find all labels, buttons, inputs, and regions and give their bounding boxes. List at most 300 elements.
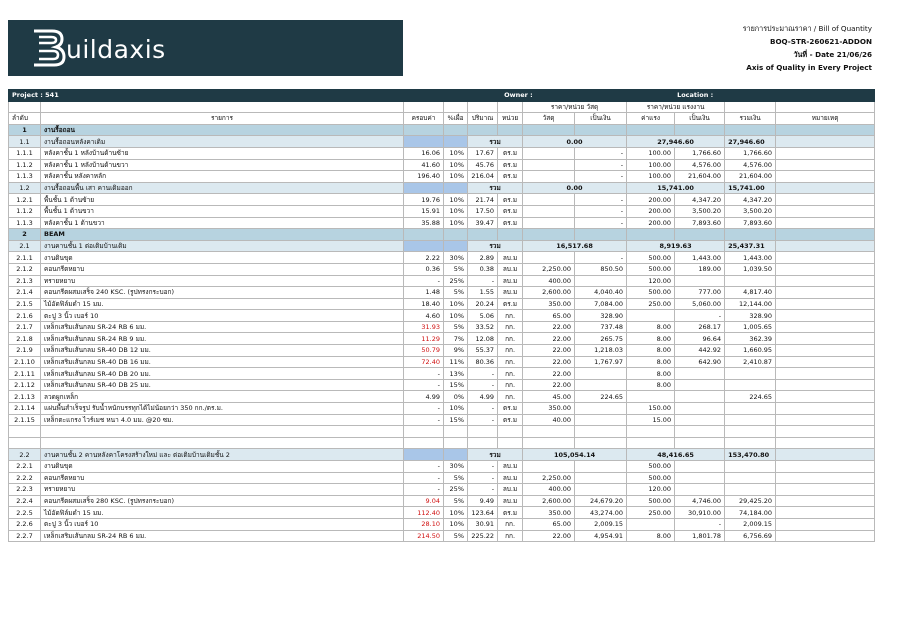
row-item: งานดินขุด bbox=[41, 252, 404, 264]
row-mat-total bbox=[575, 414, 627, 426]
row-number: 2.1.3 bbox=[9, 275, 41, 287]
row-note bbox=[776, 321, 875, 333]
labor-group-header: ราคา/หน่วย แรงงาน bbox=[627, 101, 725, 113]
item-row bbox=[9, 379, 875, 391]
row-mat-unit bbox=[523, 205, 575, 217]
row-total: 6,756.69 bbox=[725, 530, 776, 542]
col-mat-total: เป็นเงิน bbox=[575, 113, 627, 125]
row-qty: 20.24 bbox=[468, 298, 498, 310]
row-item: เหล็กเสริมเส้นกลม SR-24 RB 6 มม. bbox=[41, 530, 404, 542]
item-row bbox=[9, 518, 875, 530]
row-mat-total: - bbox=[575, 159, 627, 171]
row-mat-total bbox=[575, 368, 627, 380]
col-lab-total: เป็นเงิน bbox=[675, 113, 725, 125]
brand-logo-banner bbox=[8, 20, 403, 76]
row-lab-unit: 500.00 bbox=[627, 495, 675, 507]
row-item: หลังคาชั้น หลังคาหลัก bbox=[41, 171, 404, 183]
row-qty: - bbox=[468, 461, 498, 473]
row-mat-total: 328.90 bbox=[575, 310, 627, 322]
row-total: 3,500.20 bbox=[725, 205, 776, 217]
row-note bbox=[776, 194, 875, 206]
row-mat-total: - bbox=[575, 217, 627, 229]
row-length: 72.40 bbox=[404, 356, 444, 368]
row-unit: ตร.ม bbox=[498, 159, 523, 171]
item-row bbox=[9, 472, 875, 484]
row-material-sum: 16,517.68 bbox=[523, 240, 627, 252]
document-header bbox=[743, 22, 872, 74]
row-number: 2.2.5 bbox=[9, 507, 41, 519]
row-sum-label: รวม bbox=[468, 449, 523, 461]
row-mat-total: - bbox=[575, 147, 627, 159]
row-note bbox=[776, 252, 875, 264]
row-waste: 15% bbox=[444, 379, 468, 391]
row-mat-unit: 65.00 bbox=[523, 518, 575, 530]
row-sum-label: รวม bbox=[468, 136, 523, 148]
row-labor-sum: 27,946.60 bbox=[627, 136, 725, 148]
row-lab-unit: 500.00 bbox=[627, 263, 675, 275]
row-unit: ลบ.ม bbox=[498, 263, 523, 275]
row-number: 2.1.1 bbox=[9, 252, 41, 264]
row-qty: 4.99 bbox=[468, 391, 498, 403]
row-lab-unit: 8.00 bbox=[627, 379, 675, 391]
col-no: ลำดับ bbox=[9, 113, 41, 125]
col-qty: ปริมาณ bbox=[468, 113, 498, 125]
row-mat-unit: 350.00 bbox=[523, 298, 575, 310]
row-lab-total: 642.90 bbox=[675, 356, 725, 368]
row-length: - bbox=[404, 379, 444, 391]
row-lab-total bbox=[675, 403, 725, 415]
row-mat-unit: 400.00 bbox=[523, 484, 575, 496]
row-total: 4,817.40 bbox=[725, 287, 776, 299]
row-unit: กก. bbox=[498, 345, 523, 357]
row-lab-total bbox=[675, 379, 725, 391]
item-row bbox=[9, 287, 875, 299]
row-waste: 5% bbox=[444, 472, 468, 484]
row-item: งานคานชั้น 2 คานหลังคาโครงสร้างใหม่ และ ต่อเติมบ้านเดิมชั้น 2 bbox=[41, 449, 404, 461]
row-unit: ตร.ม bbox=[498, 205, 523, 217]
row-lab-total: 30,910.00 bbox=[675, 507, 725, 519]
subsection-row bbox=[9, 136, 875, 148]
row-total bbox=[725, 379, 776, 391]
row-length: 196.40 bbox=[404, 171, 444, 183]
row-waste: 10% bbox=[444, 217, 468, 229]
row-item: พื้นชั้น 1 ด้านขวา bbox=[41, 205, 404, 217]
row-mat-total bbox=[575, 484, 627, 496]
blank-row bbox=[9, 426, 875, 438]
row-number: 2 bbox=[9, 229, 41, 241]
row-lab-total: 1,443.00 bbox=[675, 252, 725, 264]
row-mat-total: 24,679.20 bbox=[575, 495, 627, 507]
owner-label: Owner : bbox=[498, 90, 675, 102]
row-lab-unit: 100.00 bbox=[627, 171, 675, 183]
row-qty: 17.67 bbox=[468, 147, 498, 159]
row-qty: 2.89 bbox=[468, 252, 498, 264]
row-mat-unit: 22.00 bbox=[523, 379, 575, 391]
row-total: 7,893.60 bbox=[725, 217, 776, 229]
row-mat-unit: 22.00 bbox=[523, 368, 575, 380]
row-mat-total bbox=[575, 472, 627, 484]
row-unit: กก. bbox=[498, 356, 523, 368]
row-labor-sum: 48,416.65 bbox=[627, 449, 725, 461]
row-lab-total bbox=[675, 391, 725, 403]
row-note bbox=[776, 171, 875, 183]
item-row bbox=[9, 507, 875, 519]
row-mat-total: - bbox=[575, 205, 627, 217]
row-note bbox=[776, 414, 875, 426]
row-item: เหล็กตะแกรง ไวร์เมช หนา 4.0 มม. @20 ซม. bbox=[41, 414, 404, 426]
row-mat-unit: 2,600.00 bbox=[523, 495, 575, 507]
item-row bbox=[9, 368, 875, 380]
row-item: แผ่นพื้นสำเร็จรูป รับน้ำหนักบรรทุกได้ไม่น้อยกว่า 350 กก./ตร.ม. bbox=[41, 403, 404, 415]
row-unit: ลบ.ม bbox=[498, 495, 523, 507]
brand-name: uildaxis bbox=[66, 35, 166, 64]
row-mat-total bbox=[575, 275, 627, 287]
row-mat-unit: 22.00 bbox=[523, 530, 575, 542]
row-waste: 10% bbox=[444, 171, 468, 183]
row-mat-unit bbox=[523, 194, 575, 206]
row-length: 4.60 bbox=[404, 310, 444, 322]
col-length: ครอบค่า bbox=[404, 113, 444, 125]
row-item: เหล็กเสริมเส้นกลม SR-40 DB 16 มม. bbox=[41, 356, 404, 368]
row-waste: 5% bbox=[444, 263, 468, 275]
item-row bbox=[9, 263, 875, 275]
row-lab-unit: 120.00 bbox=[627, 484, 675, 496]
row-lab-unit: 8.00 bbox=[627, 321, 675, 333]
row-lab-total: 777.00 bbox=[675, 287, 725, 299]
row-total bbox=[725, 403, 776, 415]
row-mat-unit: 40.00 bbox=[523, 414, 575, 426]
item-row bbox=[9, 252, 875, 264]
row-item: คอนกรีตหยาบ bbox=[41, 472, 404, 484]
row-total: 4,576.00 bbox=[725, 159, 776, 171]
row-note bbox=[776, 530, 875, 542]
row-length: - bbox=[404, 368, 444, 380]
row-lab-unit: 8.00 bbox=[627, 368, 675, 380]
document-date: วันที่ - Date 21/06/26 bbox=[793, 50, 872, 59]
item-row bbox=[9, 298, 875, 310]
section-row bbox=[9, 124, 875, 136]
item-row bbox=[9, 495, 875, 507]
row-qty: 45.76 bbox=[468, 159, 498, 171]
row-lab-total: 1,801.78 bbox=[675, 530, 725, 542]
row-total: 4,347.20 bbox=[725, 194, 776, 206]
row-lab-total: - bbox=[675, 310, 725, 322]
item-row bbox=[9, 321, 875, 333]
row-total: 25,437.31 bbox=[725, 240, 776, 252]
row-mat-total: 850.50 bbox=[575, 263, 627, 275]
col-waste: %เผื่อ bbox=[444, 113, 468, 125]
row-mat-unit: 22.00 bbox=[523, 321, 575, 333]
row-unit: กก. bbox=[498, 333, 523, 345]
project-bar bbox=[9, 90, 875, 102]
row-lab-total bbox=[675, 275, 725, 287]
row-waste: 10% bbox=[444, 518, 468, 530]
row-labor-sum: 15,741.00 bbox=[627, 182, 725, 194]
row-total: 328.90 bbox=[725, 310, 776, 322]
row-total bbox=[725, 484, 776, 496]
row-item: BEAM bbox=[41, 229, 404, 241]
item-row bbox=[9, 414, 875, 426]
document-title: รายการประมาณราคา / Bill of Quantity bbox=[742, 24, 872, 33]
row-total: 29,425.20 bbox=[725, 495, 776, 507]
row-item: งานดินขุด bbox=[41, 461, 404, 473]
row-unit: ตร.ม bbox=[498, 403, 523, 415]
row-waste: 10% bbox=[444, 147, 468, 159]
row-mat-total: 737.48 bbox=[575, 321, 627, 333]
row-length: 112.40 bbox=[404, 507, 444, 519]
row-total: 21,604.00 bbox=[725, 171, 776, 183]
row-lab-unit: 120.00 bbox=[627, 275, 675, 287]
b-logo-icon bbox=[30, 27, 68, 69]
row-item: หลังคาชั้น 1 หลังบ้านด้านขวา bbox=[41, 159, 404, 171]
row-total: 2,410.87 bbox=[725, 356, 776, 368]
row-item: ลวดผูกเหล็ก bbox=[41, 391, 404, 403]
row-item: เหล็กเสริมเส้นกลม SR-40 DB 20 มม. bbox=[41, 368, 404, 380]
row-item: ตะปู 3 นิ้ว เบอร์ 10 bbox=[41, 310, 404, 322]
row-number: 2.2.2 bbox=[9, 472, 41, 484]
col-lab-unit: ค่าแรง bbox=[627, 113, 675, 125]
row-note bbox=[776, 205, 875, 217]
row-item: หลังคาชั้น 1 หลังบ้านด้านซ้าย bbox=[41, 147, 404, 159]
row-sum-label: รวม bbox=[468, 240, 523, 252]
row-lab-total: 442.92 bbox=[675, 345, 725, 357]
row-waste: 5% bbox=[444, 530, 468, 542]
item-row bbox=[9, 217, 875, 229]
row-lab-total: 96.64 bbox=[675, 333, 725, 345]
item-row bbox=[9, 403, 875, 415]
row-note bbox=[776, 217, 875, 229]
row-lab-total: 7,893.60 bbox=[675, 217, 725, 229]
row-waste: 5% bbox=[444, 287, 468, 299]
row-unit: กก. bbox=[498, 530, 523, 542]
row-mat-total: 1,218.03 bbox=[575, 345, 627, 357]
row-qty: 123.64 bbox=[468, 507, 498, 519]
row-lab-unit: 250.00 bbox=[627, 298, 675, 310]
row-mat-total: - bbox=[575, 171, 627, 183]
row-qty: - bbox=[468, 275, 498, 287]
row-waste: 15% bbox=[444, 414, 468, 426]
item-row bbox=[9, 275, 875, 287]
row-mat-unit: 65.00 bbox=[523, 310, 575, 322]
row-length: 9.04 bbox=[404, 495, 444, 507]
row-item: คอนกรีตผสมเสร็จ 280 KSC. (รูปทรงกระบอก) bbox=[41, 495, 404, 507]
row-number: 2.1.7 bbox=[9, 321, 41, 333]
item-row bbox=[9, 484, 875, 496]
row-total: 1,443.00 bbox=[725, 252, 776, 264]
row-length: 41.60 bbox=[404, 159, 444, 171]
row-mat-unit: 2,250.00 bbox=[523, 472, 575, 484]
row-lab-unit: 8.00 bbox=[627, 345, 675, 357]
row-item: หลังคาชั้น 1 ด้านขวา bbox=[41, 217, 404, 229]
company-tagline: Axis of Quality in Every Project bbox=[746, 63, 872, 72]
row-unit: กก. bbox=[498, 379, 523, 391]
row-mat-total bbox=[575, 379, 627, 391]
row-note bbox=[776, 159, 875, 171]
row-length: 2.22 bbox=[404, 252, 444, 264]
row-unit: ตร.ม bbox=[498, 147, 523, 159]
row-waste: 10% bbox=[444, 403, 468, 415]
row-qty: - bbox=[468, 368, 498, 380]
row-number: 2.1.13 bbox=[9, 391, 41, 403]
row-qty: 55.37 bbox=[468, 345, 498, 357]
row-mat-unit bbox=[523, 171, 575, 183]
row-mat-unit: 350.00 bbox=[523, 507, 575, 519]
row-lab-total bbox=[675, 472, 725, 484]
row-item: เหล็กเสริมเส้นกลม SR-24 RB 6 มม. bbox=[41, 321, 404, 333]
row-unit: ลบ.ม bbox=[498, 275, 523, 287]
row-length: 1.48 bbox=[404, 287, 444, 299]
row-mat-total: - bbox=[575, 252, 627, 264]
row-total bbox=[725, 275, 776, 287]
row-total bbox=[725, 472, 776, 484]
row-lab-unit: 200.00 bbox=[627, 217, 675, 229]
item-row bbox=[9, 205, 875, 217]
row-qty: 17.50 bbox=[468, 205, 498, 217]
row-qty: 30.91 bbox=[468, 518, 498, 530]
row-mat-total: 1,767.97 bbox=[575, 356, 627, 368]
item-row bbox=[9, 530, 875, 542]
row-mat-unit bbox=[523, 147, 575, 159]
row-unit: ตร.ม bbox=[498, 217, 523, 229]
row-total: 1,005.65 bbox=[725, 321, 776, 333]
row-unit: ตร.ม bbox=[498, 507, 523, 519]
row-lab-total: 5,060.00 bbox=[675, 298, 725, 310]
row-material-sum: 105,054.14 bbox=[523, 449, 627, 461]
row-lab-unit: 250.00 bbox=[627, 507, 675, 519]
row-material-sum: 0.00 bbox=[523, 136, 627, 148]
row-length: 0.36 bbox=[404, 263, 444, 275]
item-row bbox=[9, 147, 875, 159]
row-total: 15,741.00 bbox=[725, 182, 776, 194]
row-number: 1.1.2 bbox=[9, 205, 41, 217]
subsection-row bbox=[9, 240, 875, 252]
row-lab-unit: 15.00 bbox=[627, 414, 675, 426]
row-item: ทรายหยาบ bbox=[41, 275, 404, 287]
row-note bbox=[776, 147, 875, 159]
row-lab-unit: 500.00 bbox=[627, 472, 675, 484]
item-row bbox=[9, 345, 875, 357]
row-mat-total: 265.75 bbox=[575, 333, 627, 345]
row-item: งานรื้อถอนพื้น เสา คานเดิมออก bbox=[41, 182, 404, 194]
row-length: 15.91 bbox=[404, 205, 444, 217]
blank-row bbox=[9, 437, 875, 449]
row-total: 1,660.95 bbox=[725, 345, 776, 357]
row-item: เหล็กเสริมเส้นกลม SR-40 DB 12 มม. bbox=[41, 345, 404, 357]
row-lab-total bbox=[675, 461, 725, 473]
row-qty: 12.08 bbox=[468, 333, 498, 345]
row-length: 28.10 bbox=[404, 518, 444, 530]
row-number: 2.1.2 bbox=[9, 263, 41, 275]
row-note bbox=[776, 287, 875, 299]
row-total: 1,039.50 bbox=[725, 263, 776, 275]
row-lab-unit: 8.00 bbox=[627, 356, 675, 368]
row-mat-total: 7,084.00 bbox=[575, 298, 627, 310]
row-number: 2.2.1 bbox=[9, 461, 41, 473]
row-mat-total: 4,954.91 bbox=[575, 530, 627, 542]
row-total bbox=[725, 461, 776, 473]
row-mat-unit: 350.00 bbox=[523, 403, 575, 415]
row-number: 2.2.7 bbox=[9, 530, 41, 542]
row-mat-total: - bbox=[575, 194, 627, 206]
row-qty: 216.04 bbox=[468, 171, 498, 183]
row-lab-total: 21,604.00 bbox=[675, 171, 725, 183]
row-unit: ตร.ม bbox=[498, 171, 523, 183]
item-row bbox=[9, 356, 875, 368]
row-total bbox=[725, 368, 776, 380]
row-lab-total: 1,766.60 bbox=[675, 147, 725, 159]
row-mat-unit bbox=[523, 461, 575, 473]
row-lab-unit: 500.00 bbox=[627, 252, 675, 264]
row-lab-total: 189.00 bbox=[675, 263, 725, 275]
row-waste: 10% bbox=[444, 298, 468, 310]
row-lab-unit bbox=[627, 310, 675, 322]
row-waste: 10% bbox=[444, 194, 468, 206]
row-waste: 30% bbox=[444, 461, 468, 473]
row-note bbox=[776, 356, 875, 368]
row-lab-unit: 150.00 bbox=[627, 403, 675, 415]
row-length: 18.40 bbox=[404, 298, 444, 310]
row-item: คอนกรีตหยาบ bbox=[41, 263, 404, 275]
row-length: 11.29 bbox=[404, 333, 444, 345]
row-number: 1.2 bbox=[9, 182, 41, 194]
row-total: 1,766.60 bbox=[725, 147, 776, 159]
row-number: 2.2.4 bbox=[9, 495, 41, 507]
material-group-header: ราคา/หน่วย วัสดุ bbox=[523, 101, 627, 113]
row-total: 153,470.80 bbox=[725, 449, 776, 461]
row-qty: 9.49 bbox=[468, 495, 498, 507]
row-qty: - bbox=[468, 403, 498, 415]
row-unit: ลบ.ม bbox=[498, 287, 523, 299]
section-row bbox=[9, 229, 875, 241]
location-label: Location : bbox=[675, 90, 875, 102]
row-number: 1.1.3 bbox=[9, 171, 41, 183]
row-length: - bbox=[404, 275, 444, 287]
row-number: 1.1 bbox=[9, 136, 41, 148]
row-note bbox=[776, 472, 875, 484]
row-unit: กก. bbox=[498, 368, 523, 380]
item-row bbox=[9, 391, 875, 403]
row-lab-unit: 100.00 bbox=[627, 159, 675, 171]
row-mat-unit bbox=[523, 252, 575, 264]
row-length: 50.79 bbox=[404, 345, 444, 357]
row-number: 2.1.4 bbox=[9, 287, 41, 299]
row-note bbox=[776, 391, 875, 403]
item-row bbox=[9, 461, 875, 473]
row-waste: 0% bbox=[444, 391, 468, 403]
row-number: 2.1.14 bbox=[9, 403, 41, 415]
row-unit: ลบ.ม bbox=[498, 472, 523, 484]
row-waste: 10% bbox=[444, 310, 468, 322]
row-unit: ลบ.ม bbox=[498, 484, 523, 496]
row-unit: กก. bbox=[498, 518, 523, 530]
row-lab-unit: 100.00 bbox=[627, 147, 675, 159]
row-note bbox=[776, 310, 875, 322]
project-label: Project : 541 bbox=[9, 90, 498, 102]
row-total: 2,009.15 bbox=[725, 518, 776, 530]
row-unit: ลบ.ม bbox=[498, 252, 523, 264]
row-waste: 10% bbox=[444, 507, 468, 519]
row-mat-total: 4,040.40 bbox=[575, 287, 627, 299]
row-length: 214.50 bbox=[404, 530, 444, 542]
row-note bbox=[776, 263, 875, 275]
row-qty: - bbox=[468, 484, 498, 496]
row-lab-unit: 8.00 bbox=[627, 333, 675, 345]
row-qty: 225.22 bbox=[468, 530, 498, 542]
document-number: BOQ-STR-260621-ADDON bbox=[769, 37, 872, 46]
row-length: - bbox=[404, 414, 444, 426]
row-lab-total: 4,746.00 bbox=[675, 495, 725, 507]
row-number: 2.1.9 bbox=[9, 345, 41, 357]
